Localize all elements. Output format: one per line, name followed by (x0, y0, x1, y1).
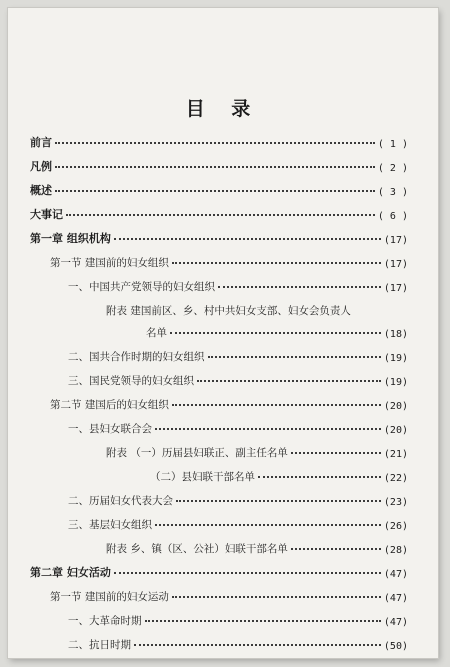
toc-subsection[interactable] (30, 604, 408, 628)
toc-appendix-continuation[interactable] (30, 318, 408, 340)
toc-page-number: (28) (383, 545, 408, 556)
toc-entry-label: 前言 (30, 136, 52, 149)
toc-entry-label: 一、中国共产党领导的妇女组织 (68, 281, 215, 293)
toc-entry-label: 第二章 妇女活动 (30, 566, 111, 579)
toc-entry-label: 二、历届妇女代表大会 (68, 495, 173, 507)
leader-dots (197, 379, 381, 382)
toc-subsection[interactable] (30, 484, 408, 508)
toc-appendix[interactable] (30, 460, 408, 484)
toc-page-number: (50) (383, 641, 408, 652)
toc-page-number: (18) (383, 329, 408, 340)
toc-section[interactable] (30, 246, 408, 270)
toc-chapter[interactable] (30, 556, 408, 580)
toc-subsection[interactable] (30, 340, 408, 364)
toc-entry-label: 三、国民党领导的妇女组织 (68, 375, 194, 387)
leader-dots (291, 547, 381, 550)
toc-subsection[interactable] (30, 270, 408, 294)
leader-dots (170, 331, 381, 334)
toc-page-number: (23) (383, 497, 408, 508)
toc-entry-label: 第二节 建国后的妇女组织 (50, 399, 169, 411)
toc-page-number: ( 2 ) (377, 163, 408, 174)
toc-page-number: (19) (383, 377, 408, 388)
toc-entry-label: 附表 乡、镇（区、公社）妇联干部名单 (106, 543, 288, 555)
toc-subsection[interactable] (30, 364, 408, 388)
toc-page-number: (47) (383, 593, 408, 604)
toc-entry[interactable] (30, 126, 408, 150)
toc-page-number: (47) (383, 617, 408, 628)
toc-subsection[interactable] (30, 508, 408, 532)
toc-page-number: ( 6 ) (377, 211, 408, 222)
leader-dots (114, 571, 381, 574)
toc-entry-label: 第一节 建国前的妇女运动 (50, 591, 169, 603)
toc-appendix[interactable] (30, 532, 408, 556)
toc-appendix[interactable] (30, 294, 408, 318)
toc-page-number: (19) (383, 353, 408, 364)
toc-page-number: (26) (383, 521, 408, 532)
toc-entry[interactable] (30, 150, 408, 174)
toc-entry-label: （二）县妇联干部名单 (150, 471, 255, 483)
toc-page-number: (20) (383, 425, 408, 436)
toc-section[interactable] (30, 580, 408, 604)
toc-subsection[interactable] (30, 628, 408, 652)
leader-dots (55, 189, 375, 192)
toc-subsection[interactable] (30, 412, 408, 436)
leader-dots (66, 213, 375, 216)
leader-dots (172, 403, 381, 406)
leader-dots (145, 619, 381, 622)
toc-chapter[interactable] (30, 222, 408, 246)
toc-section[interactable] (30, 388, 408, 412)
toc-page-number: (17) (383, 259, 408, 270)
toc-page-number: (17) (383, 235, 408, 246)
leader-dots (155, 523, 381, 526)
toc-entry-label: 一、大革命时期 (68, 615, 142, 627)
leader-dots (176, 499, 381, 502)
toc-page-number: ( 3 ) (377, 187, 408, 198)
leader-dots (55, 141, 375, 144)
toc-page-number: (20) (383, 401, 408, 412)
toc-entry[interactable] (30, 198, 408, 222)
page-title: 目 录 (185, 98, 261, 120)
leader-dots (208, 355, 381, 358)
document-page (8, 8, 438, 658)
leader-dots (134, 643, 381, 646)
toc-entry-label: 凡例 (30, 160, 52, 173)
toc-appendix[interactable] (30, 436, 408, 460)
toc-page-number: ( 1 ) (377, 139, 408, 150)
toc-entry-label: 一、县妇女联合会 (68, 423, 152, 435)
toc-page-number: (21) (383, 449, 408, 460)
toc-entry-label: 第一章 组织机构 (30, 232, 111, 245)
toc-entry-label: 第一节 建国前的妇女组织 (50, 257, 169, 269)
toc-entry-label: 附表 （一）历届县妇联正、副主任名单 (106, 447, 288, 459)
leader-dots (218, 285, 381, 288)
leader-dots (291, 451, 381, 454)
toc-entry-label: 三、基层妇女组织 (68, 519, 152, 531)
leader-dots (114, 237, 381, 240)
toc-page-number: (17) (383, 283, 408, 294)
leader-dots (172, 261, 381, 264)
toc-entry-label: 名单 (146, 327, 167, 339)
toc-entry-label: 附表 建国前区、乡、村中共妇女支部、妇女会负责人 (106, 305, 351, 317)
toc-entry-label: 概述 (30, 184, 52, 197)
toc-entry-label: 二、抗日时期 (68, 639, 131, 651)
toc-entry-label: 大事记 (30, 208, 63, 221)
leader-dots (258, 475, 381, 478)
leader-dots (55, 165, 375, 168)
toc-entry[interactable] (30, 174, 408, 198)
toc-page-number: (22) (383, 473, 408, 484)
leader-dots (155, 427, 381, 430)
toc-entry-label: 二、国共合作时期的妇女组织 (68, 351, 205, 363)
toc-page-number: (47) (383, 569, 408, 580)
table-of-contents (30, 126, 408, 652)
leader-dots (172, 595, 381, 598)
